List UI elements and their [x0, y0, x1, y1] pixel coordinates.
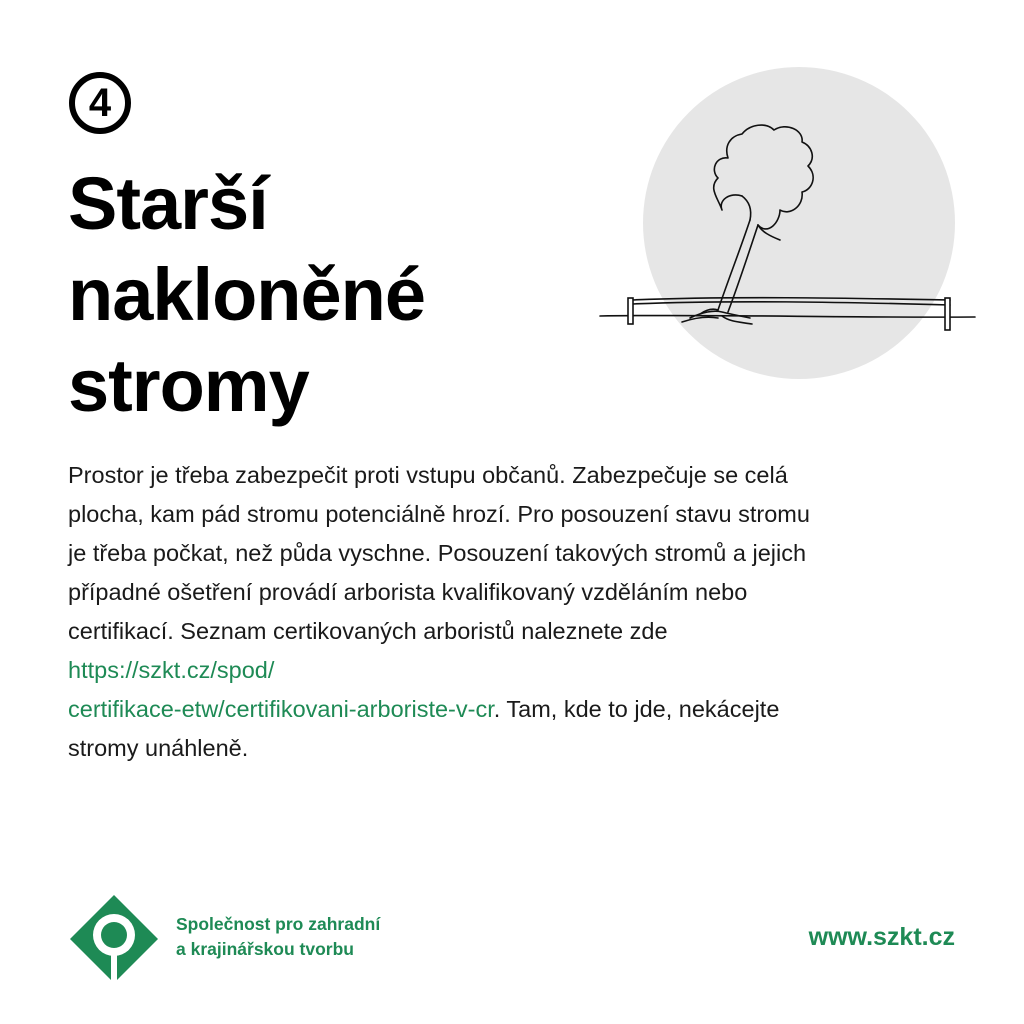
page-title — [68, 158, 588, 431]
org-name-line-2: a krajinářskou tvorbu — [176, 939, 354, 959]
step-number-badge: 4 — [69, 72, 131, 134]
org-name-line-1: Společnost pro zahradní — [176, 914, 381, 934]
body-text-before-link: Prostor je třeba zabezpečit proti vstupu občanů. Zabezpečuje se celá plocha, kam pád stromu potenciálně hrozí. Pro posouzení stavu stromu je třeba počkat, než půda vyschne. Posouzení takových stromů a jejich případné ošetření provádí arborista kvalifikovaný vzděláním nebo certifikací. Seznam certikovaných arboristů naleznete zde — [68, 462, 810, 644]
body-paragraph — [68, 456, 828, 768]
link-part-1[interactable]: https://szkt.cz/spod/ — [68, 657, 275, 683]
illustration-background-circle — [643, 67, 955, 379]
leaning-tree-illustration — [590, 60, 990, 390]
body-text-after-link: . Tam, kde to jde, nekácejte stromy unáhleně. — [68, 696, 780, 761]
title-line-3: stromy — [68, 344, 309, 427]
link-part-2[interactable]: certifikace-etw/certifikovani-arboriste-v-cr — [68, 696, 494, 722]
organization-name — [176, 912, 380, 962]
title-line-2: nakloněné — [68, 253, 425, 336]
title-line-1: Starší — [68, 162, 268, 245]
szkt-logo-icon — [68, 893, 160, 985]
website-link[interactable]: www.szkt.cz — [808, 923, 955, 951]
arborists-link[interactable] — [68, 657, 494, 722]
